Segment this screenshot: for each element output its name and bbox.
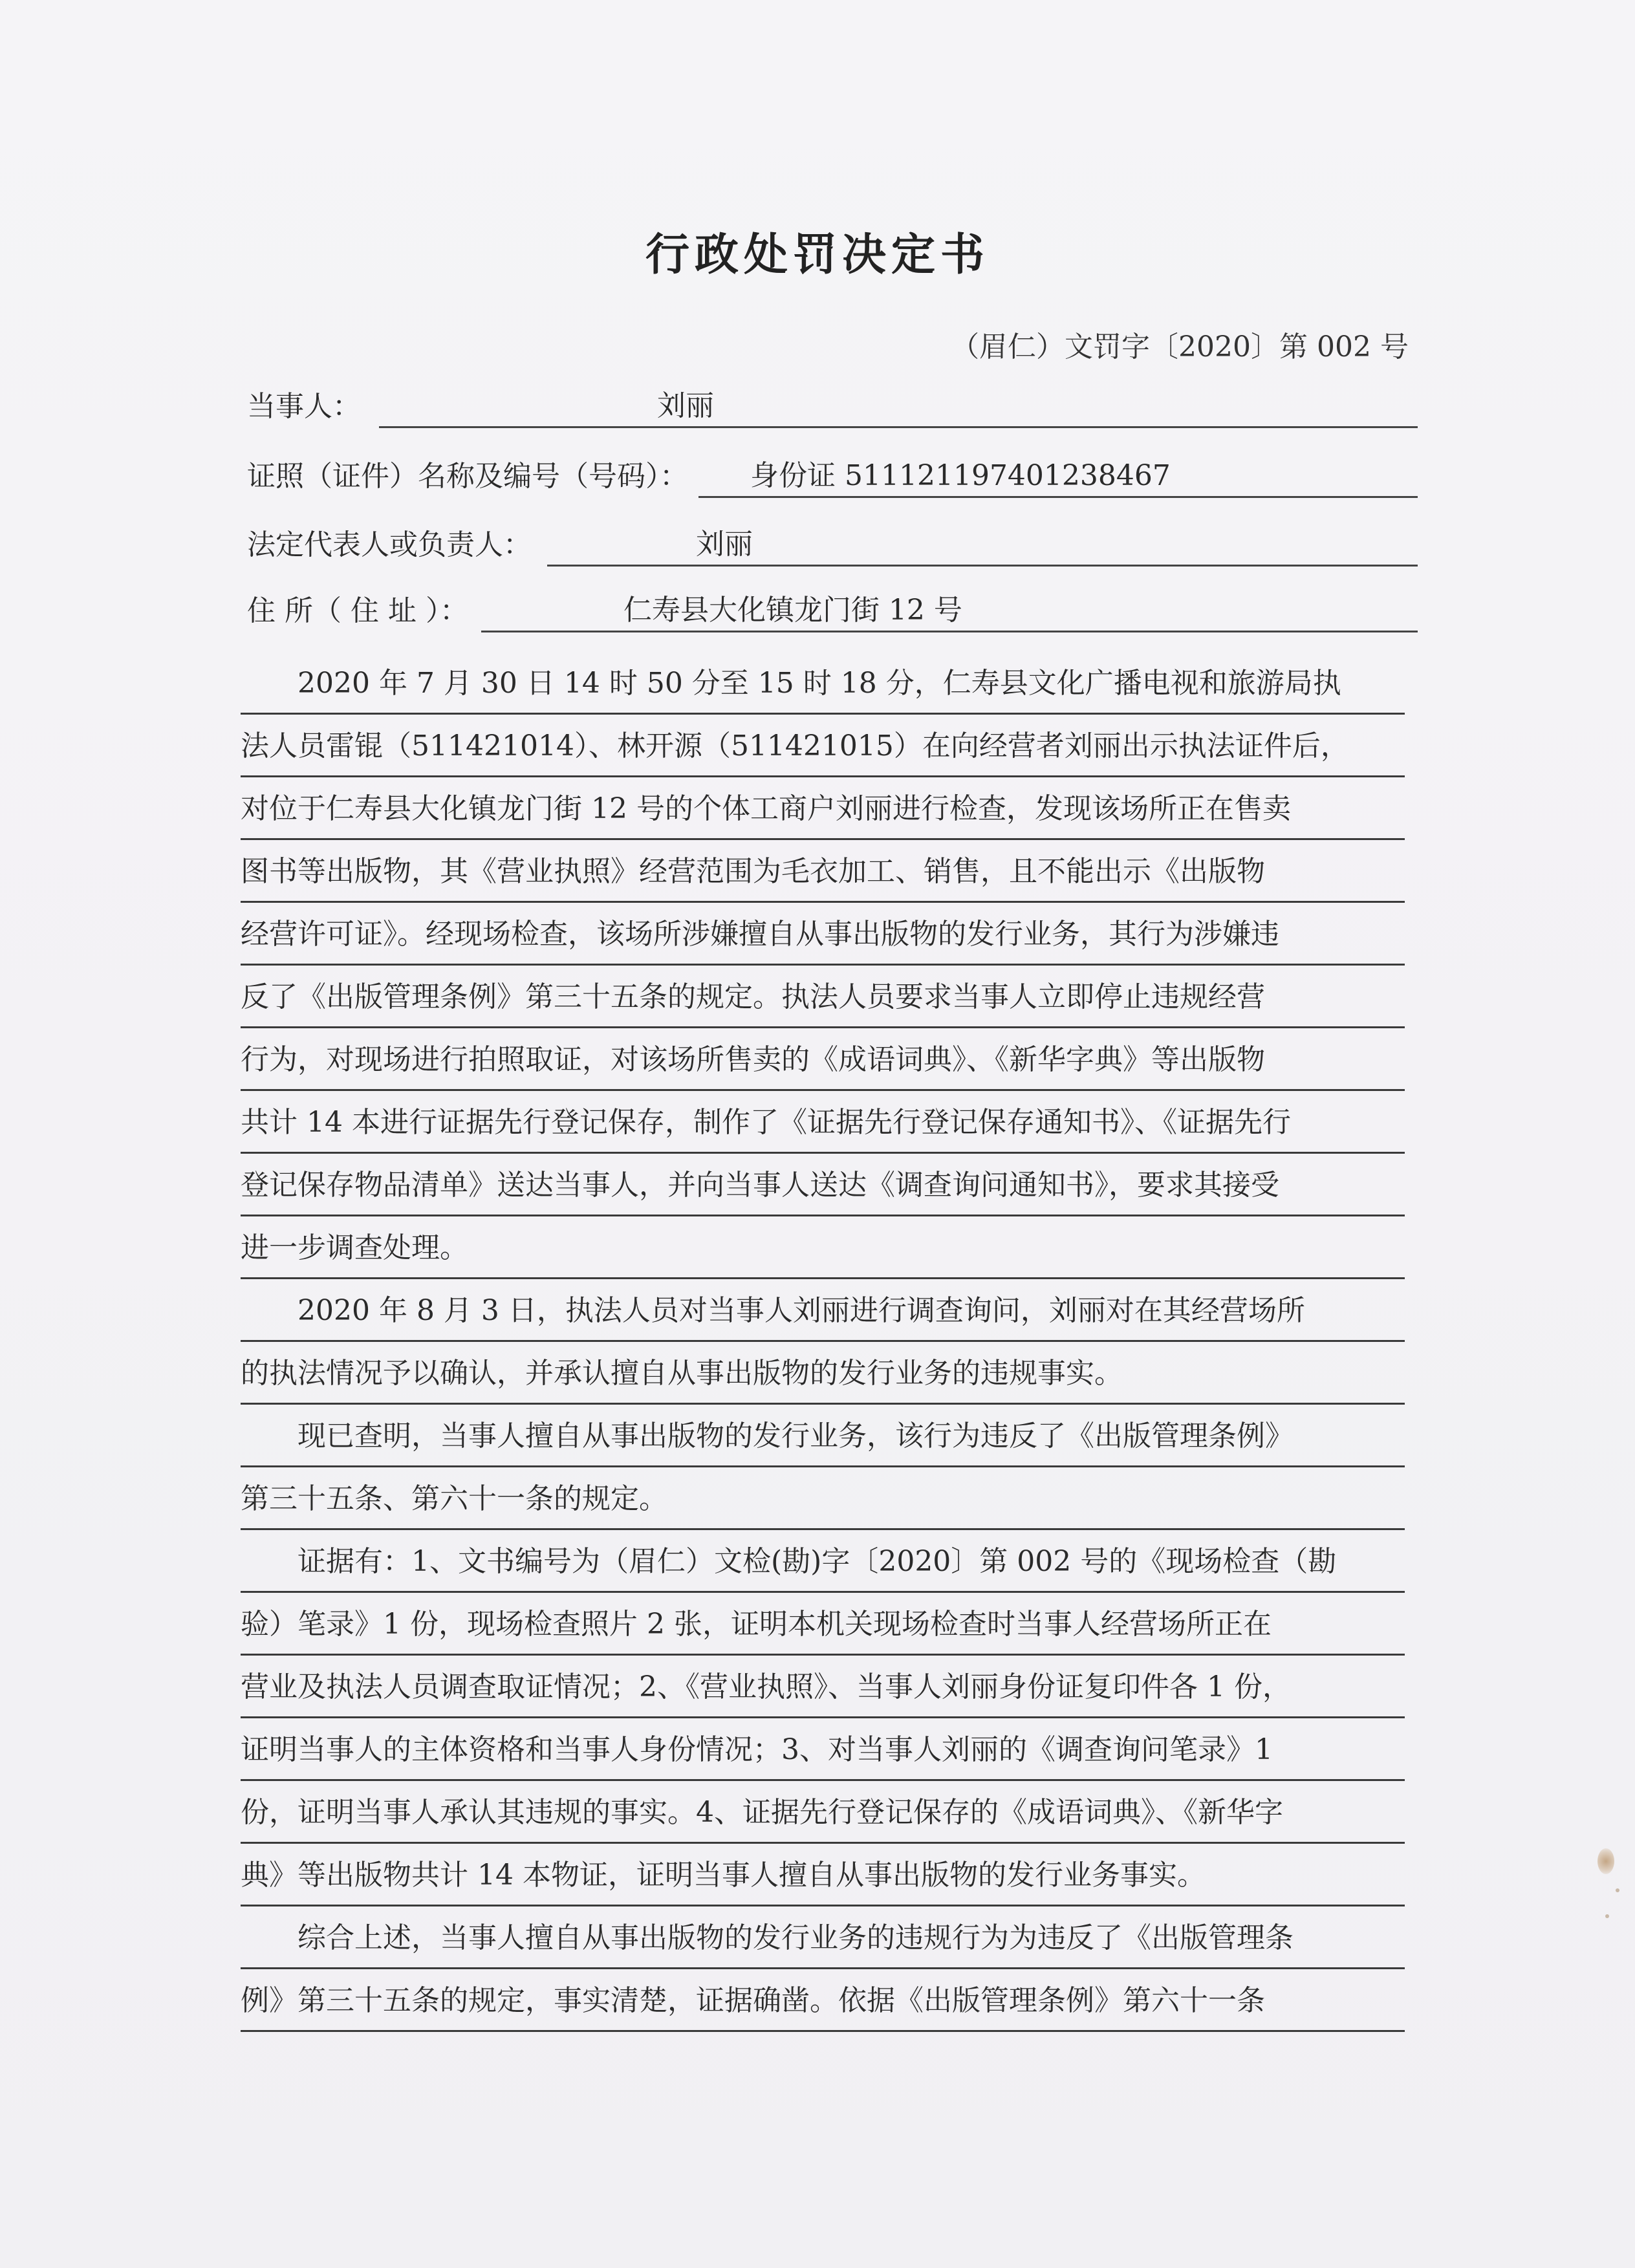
address-field [247, 587, 1418, 632]
text-line: 证据有：1、文书编号为（眉仁）文检(勘)字〔2020〕第 002 号的《现场检查（勘 [241, 1530, 1405, 1593]
paper-speck [1616, 1888, 1619, 1892]
text-line: 图书等出版物，其《营业执照》经营范围为毛衣加工、销售，且不能出示《出版物 [241, 840, 1405, 903]
text-line: 行为，对现场进行拍照取证，对该场所售卖的《成语词典》、《新华字典》等出版物 [241, 1028, 1405, 1091]
text-line: 典》等出版物共计 14 本物证，证明当事人擅自从事出版物的发行业务事实。 [241, 1844, 1405, 1906]
text-line: 登记保存物品清单》送达当事人，并向当事人送达《调查询问通知书》，要求其接受 [241, 1154, 1405, 1216]
party-value: 刘丽 [379, 386, 1418, 428]
text-line: 第三十五条、第六十一条的规定。 [241, 1467, 1405, 1530]
text-line: 的执法情况予以确认，并承认擅自从事出版物的发行业务的违规事实。 [241, 1342, 1405, 1405]
paper-speck [1605, 1914, 1609, 1918]
representative-value: 刘丽 [547, 524, 1418, 567]
paper-smudge [1597, 1848, 1614, 1874]
document-title: 行政处罚决定书 [645, 229, 990, 281]
text-line: 反了《出版管理条例》第三十五条的规定。执法人员要求当事人立即停止违规经营 [241, 966, 1405, 1028]
party-label: 当事人： [247, 390, 361, 423]
license-value: 身份证 511121197401238467 [698, 456, 1418, 498]
text-line: 份，证明当事人承认其违规的事实。4、证据先行登记保存的《成语词典》、《新华字 [241, 1781, 1405, 1844]
paragraph-findings [241, 1405, 1405, 1530]
text-line: 法人员雷锟（511421014）、林开源（511421015）在向经营者刘丽出示执法证件后， [241, 715, 1405, 777]
text-line: 经营许可证》。经现场检查，该场所涉嫌擅自从事出版物的发行业务，其行为涉嫌违 [241, 903, 1405, 966]
body-text [241, 652, 1405, 2032]
license-label: 证照（证件）名称及编号（号码）： [247, 460, 688, 493]
address-label: 住 所（ 住 址 ）： [247, 594, 468, 627]
text-line: 例》第三十五条的规定，事实清楚，证据确凿。依据《出版管理条例》第六十一条 [241, 1969, 1405, 2032]
text-line: 对位于仁寿县大化镇龙门街 12 号的个体工商户刘丽进行检查，发现该场所正在售卖 [241, 777, 1405, 840]
paragraph-evidence [241, 1530, 1405, 1906]
paragraph-conclusion [241, 1906, 1405, 2032]
text-line: 验）笔录》1 份，现场检查照片 2 张，证明本机关现场检查时当事人经营场所正在 [241, 1593, 1405, 1656]
party-field [247, 383, 1418, 428]
text-line: 综合上述，当事人擅自从事出版物的发行业务的违规行为为违反了《出版管理条 [241, 1906, 1405, 1969]
license-field [247, 453, 1418, 498]
text-line: 证明当事人的主体资格和当事人身份情况；3、对当事人刘丽的《调查询问笔录》1 [241, 1718, 1405, 1781]
text-line: 2020 年 8 月 3 日，执法人员对当事人刘丽进行调查询问，刘丽对在其经营场所 [241, 1279, 1405, 1342]
address-value: 仁寿县大化镇龙门街 12 号 [481, 590, 1418, 632]
text-line: 进一步调查处理。 [241, 1216, 1405, 1279]
paragraph-inspection [241, 652, 1405, 1279]
text-line: 营业及执法人员调查取证情况；2、《营业执照》、当事人刘丽身份证复印件各 1 份， [241, 1656, 1405, 1718]
representative-field [247, 521, 1418, 567]
text-line: 共计 14 本进行证据先行登记保存，制作了《证据先行登记保存通知书》、《证据先行 [241, 1091, 1405, 1154]
representative-label: 法定代表人或负责人： [247, 528, 532, 561]
paragraph-interview [241, 1279, 1405, 1405]
text-line: 2020 年 7 月 30 日 14 时 50 分至 15 时 18 分，仁寿县文化广播电视和旅游局执 [241, 652, 1405, 715]
text-line: 现已查明，当事人擅自从事出版物的发行业务，该行为违反了《出版管理条例》 [241, 1405, 1405, 1467]
document-number: （眉仁）文罚字〔2020〕第 002 号 [951, 330, 1409, 363]
